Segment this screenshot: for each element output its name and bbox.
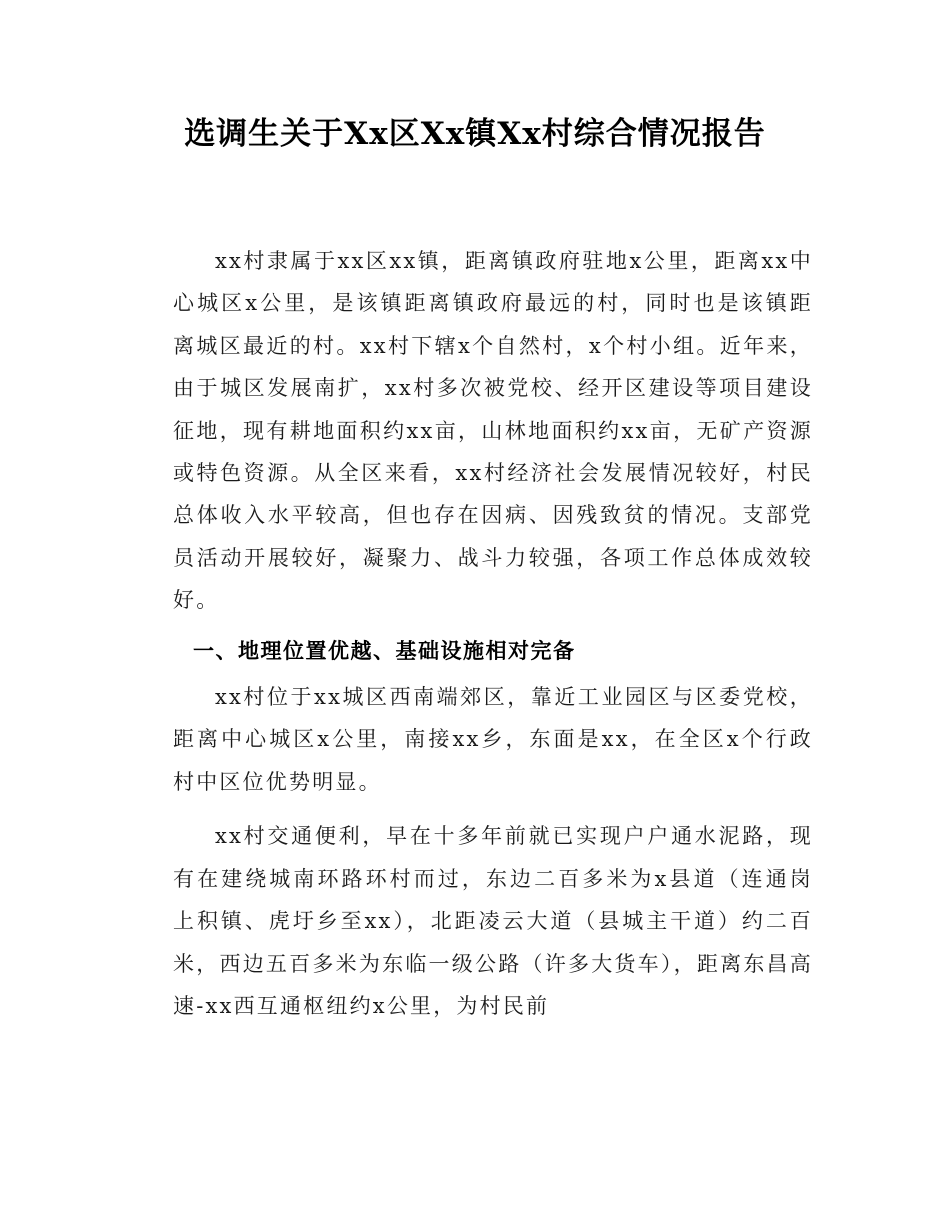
section-paragraph: xx村交通便利，早在十多年前就已实现户户通水泥路，现有在建绕城南环路环村而过，东边二百多米为x县道（连通岗上积镇、虎圩乡至xx），北距凌云大道（县城主干道）约二百米，西边五百多米为东临一级公路（许多大货车），距离东昌高速-xx西互通枢纽约x公里，为村民前 bbox=[173, 824, 813, 1018]
section-heading: 一、地理位置优越、基础设施相对完备 bbox=[193, 638, 576, 663]
intro-paragraph: xx村隶属于xx区xx镇，距离镇政府驻地x公里，距离xx中心城区x公里，是该镇距离镇政府最远的村，同时也是该镇距离城区最近的村。xx村下辖x个自然村，x个村小组。近年来，由于城区发展南扩，xx村多次被党校、经开区建设等项目建设征地，现有耕地面积约xx亩，山林地面积约xx亩，无矿产资源或特色资源。从全区来看，xx村经济社会发展情况较好，村民总体收入水平较高，但也存在因病、因残致贫的情况。支部党员活动开展较好，凝聚力、战斗力较强，各项工作总体成效较好。 bbox=[173, 249, 813, 613]
document-title: 选调生关于Xx区Xx镇Xx村综合情况报告 bbox=[184, 116, 766, 152]
section-paragraph: xx村位于xx城区西南端郊区，靠近工业园区与区委党校，距离中心城区x公里，南接xx乡，东面是xx，在全区x个行政村中区位优势明显。 bbox=[173, 685, 813, 794]
document-body bbox=[173, 240, 813, 1027]
